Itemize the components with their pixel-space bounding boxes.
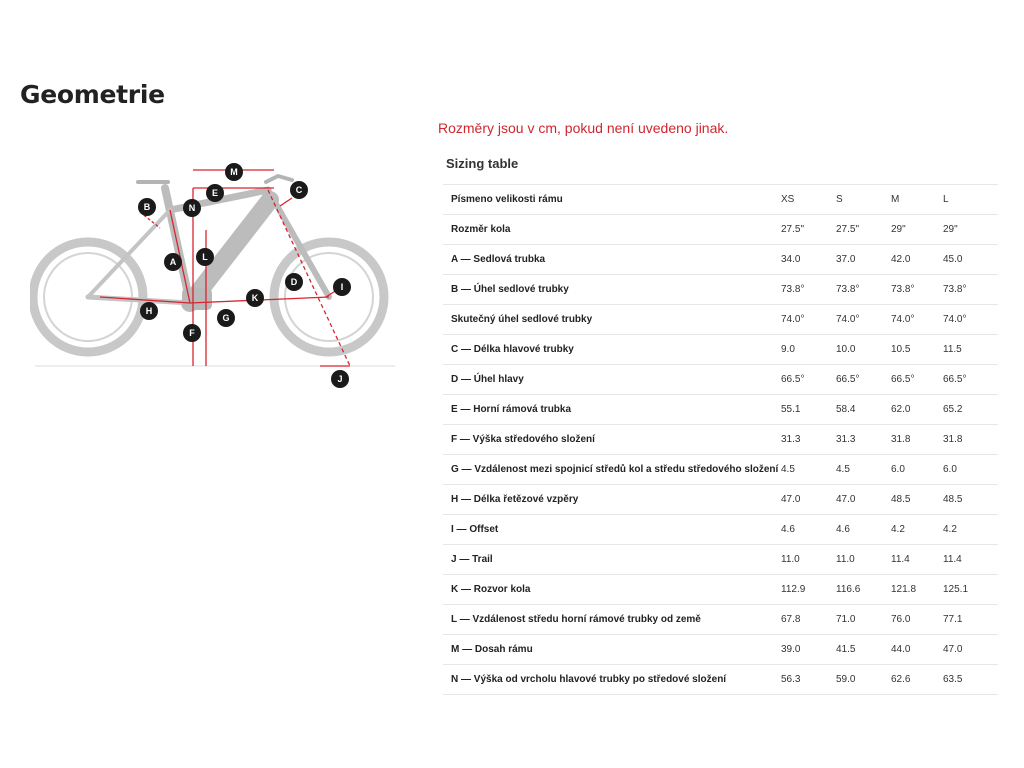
- value-cell: 4.6: [781, 515, 836, 545]
- marker-a-icon: [164, 253, 182, 271]
- value-cell: 66.5°: [943, 365, 998, 395]
- value-cell: 4.2: [943, 515, 998, 545]
- value-cell: 47.0: [781, 485, 836, 515]
- motor: [182, 288, 212, 310]
- value-cell: 73.8°: [781, 275, 836, 305]
- table-row: [443, 455, 998, 485]
- row-label-cell: K — Rozvor kola: [443, 575, 781, 605]
- value-cell: 29": [891, 215, 943, 245]
- value-cell: 48.5: [943, 485, 998, 515]
- value-cell: 31.3: [781, 425, 836, 455]
- value-cell: 66.5°: [781, 365, 836, 395]
- value-cell: 45.0: [943, 245, 998, 275]
- row-label-cell: D — Úhel hlavy: [443, 365, 781, 395]
- units-note: Rozměry jsou v cm, pokud není uvedeno jinak.: [438, 120, 729, 136]
- table-header-row: [443, 185, 998, 215]
- svg-text:K: K: [251, 293, 259, 303]
- value-cell: 11.4: [891, 545, 943, 575]
- row-label-cell: N — Výška od vrcholu hlavové trubky po středové složení: [443, 665, 781, 695]
- value-cell: 4.5: [836, 455, 891, 485]
- marker-k-icon: [246, 289, 264, 307]
- table-row: [443, 515, 998, 545]
- row-label-cell: H — Délka řetězové vzpěry: [443, 485, 781, 515]
- row-label-cell: E — Horní rámová trubka: [443, 395, 781, 425]
- marker-i-icon: [333, 278, 351, 296]
- sizing-table-title: Sizing table: [446, 156, 519, 171]
- marker-m-icon: [225, 163, 243, 181]
- value-cell: 6.0: [943, 455, 998, 485]
- sizing-table: [443, 184, 998, 695]
- svg-text:B: B: [143, 202, 151, 212]
- row-label-cell: F — Výška středového složení: [443, 425, 781, 455]
- row-label-cell: B — Úhel sedlové trubky: [443, 275, 781, 305]
- marker-n-icon: [183, 199, 201, 217]
- svg-text:L: L: [202, 252, 208, 262]
- table-row: [443, 575, 998, 605]
- table-row: [443, 215, 998, 245]
- size-header-cell: M: [891, 185, 943, 215]
- row-label-cell: J — Trail: [443, 545, 781, 575]
- table-row: [443, 545, 998, 575]
- value-cell: 11.0: [836, 545, 891, 575]
- row-label-cell: C — Délka hlavové trubky: [443, 335, 781, 365]
- value-cell: 9.0: [781, 335, 836, 365]
- svg-text:D: D: [290, 277, 298, 287]
- value-cell: 76.0: [891, 605, 943, 635]
- value-cell: 59.0: [836, 665, 891, 695]
- value-cell: 66.5°: [836, 365, 891, 395]
- value-cell: 29": [943, 215, 998, 245]
- svg-text:N: N: [188, 203, 196, 213]
- value-cell: 62.0: [891, 395, 943, 425]
- value-cell: 31.8: [891, 425, 943, 455]
- table-row: [443, 485, 998, 515]
- value-cell: 37.0: [836, 245, 891, 275]
- value-cell: 11.4: [943, 545, 998, 575]
- table-row: [443, 635, 998, 665]
- value-cell: 42.0: [891, 245, 943, 275]
- size-header-cell: XS: [781, 185, 836, 215]
- bike-geometry-diagram: [30, 160, 402, 392]
- value-cell: 63.5: [943, 665, 998, 695]
- marker-f-icon: [183, 324, 201, 342]
- value-cell: 27.5": [781, 215, 836, 245]
- row-label-cell: L — Vzdálenost středu horní rámové trubky od země: [443, 605, 781, 635]
- marker-e-icon: [206, 184, 224, 202]
- value-cell: 67.8: [781, 605, 836, 635]
- table-row: [443, 305, 998, 335]
- value-cell: 73.8°: [891, 275, 943, 305]
- value-cell: 44.0: [891, 635, 943, 665]
- value-cell: 47.0: [836, 485, 891, 515]
- value-cell: 34.0: [781, 245, 836, 275]
- marker-j-icon: [331, 370, 349, 388]
- marker-h-icon: [140, 302, 158, 320]
- marker-d-icon: [285, 273, 303, 291]
- value-cell: 116.6: [836, 575, 891, 605]
- value-cell: 11.5: [943, 335, 998, 365]
- svg-text:G: G: [222, 313, 230, 323]
- value-cell: 10.0: [836, 335, 891, 365]
- value-cell: 77.1: [943, 605, 998, 635]
- table-row: [443, 335, 998, 365]
- svg-text:E: E: [211, 188, 219, 198]
- value-cell: 10.5: [891, 335, 943, 365]
- value-cell: 31.3: [836, 425, 891, 455]
- value-cell: 4.5: [781, 455, 836, 485]
- svg-text:I: I: [340, 282, 344, 292]
- marker-c-icon: [290, 181, 308, 199]
- value-cell: 4.6: [836, 515, 891, 545]
- row-label-cell: M — Dosah rámu: [443, 635, 781, 665]
- value-cell: 56.3: [781, 665, 836, 695]
- value-cell: 65.2: [943, 395, 998, 425]
- value-cell: 74.0°: [781, 305, 836, 335]
- value-cell: 125.1: [943, 575, 998, 605]
- value-cell: 39.0: [781, 635, 836, 665]
- value-cell: 73.8°: [943, 275, 998, 305]
- row-label-cell: Skutečný úhel sedlové trubky: [443, 305, 781, 335]
- table-row: [443, 245, 998, 275]
- value-cell: 55.1: [781, 395, 836, 425]
- header-label-cell: Písmeno velikosti rámu: [443, 185, 781, 215]
- table-row: [443, 395, 998, 425]
- size-header-cell: L: [943, 185, 998, 215]
- svg-text:M: M: [230, 167, 238, 177]
- table-row: [443, 665, 998, 695]
- page-title: Geometrie: [20, 80, 165, 109]
- value-cell: 71.0: [836, 605, 891, 635]
- value-cell: 121.8: [891, 575, 943, 605]
- value-cell: 58.4: [836, 395, 891, 425]
- table-row: [443, 365, 998, 395]
- table-row: [443, 425, 998, 455]
- table-row: [443, 605, 998, 635]
- size-header-cell: S: [836, 185, 891, 215]
- marker-b-icon: [138, 198, 156, 216]
- value-cell: 73.8°: [836, 275, 891, 305]
- svg-text:J: J: [337, 374, 343, 384]
- row-label-cell: G — Vzdálenost mezi spojnicí středů kol a středu středového složení: [443, 455, 781, 485]
- svg-text:A: A: [169, 257, 177, 267]
- value-cell: 6.0: [891, 455, 943, 485]
- value-cell: 66.5°: [891, 365, 943, 395]
- value-cell: 74.0°: [943, 305, 998, 335]
- value-cell: 112.9: [781, 575, 836, 605]
- value-cell: 74.0°: [891, 305, 943, 335]
- value-cell: 27.5": [836, 215, 891, 245]
- row-label-cell: I — Offset: [443, 515, 781, 545]
- value-cell: 41.5: [836, 635, 891, 665]
- row-label-cell: Rozměr kola: [443, 215, 781, 245]
- svg-text:H: H: [145, 306, 153, 316]
- value-cell: 4.2: [891, 515, 943, 545]
- svg-text:F: F: [189, 328, 195, 338]
- value-cell: 74.0°: [836, 305, 891, 335]
- value-cell: 47.0: [943, 635, 998, 665]
- marker-l-icon: [196, 248, 214, 266]
- marker-g-icon: [217, 309, 235, 327]
- value-cell: 31.8: [943, 425, 998, 455]
- value-cell: 48.5: [891, 485, 943, 515]
- svg-text:C: C: [295, 185, 303, 195]
- handlebar: [266, 176, 292, 182]
- row-label-cell: A — Sedlová trubka: [443, 245, 781, 275]
- value-cell: 11.0: [781, 545, 836, 575]
- value-cell: 62.6: [891, 665, 943, 695]
- table-row: [443, 275, 998, 305]
